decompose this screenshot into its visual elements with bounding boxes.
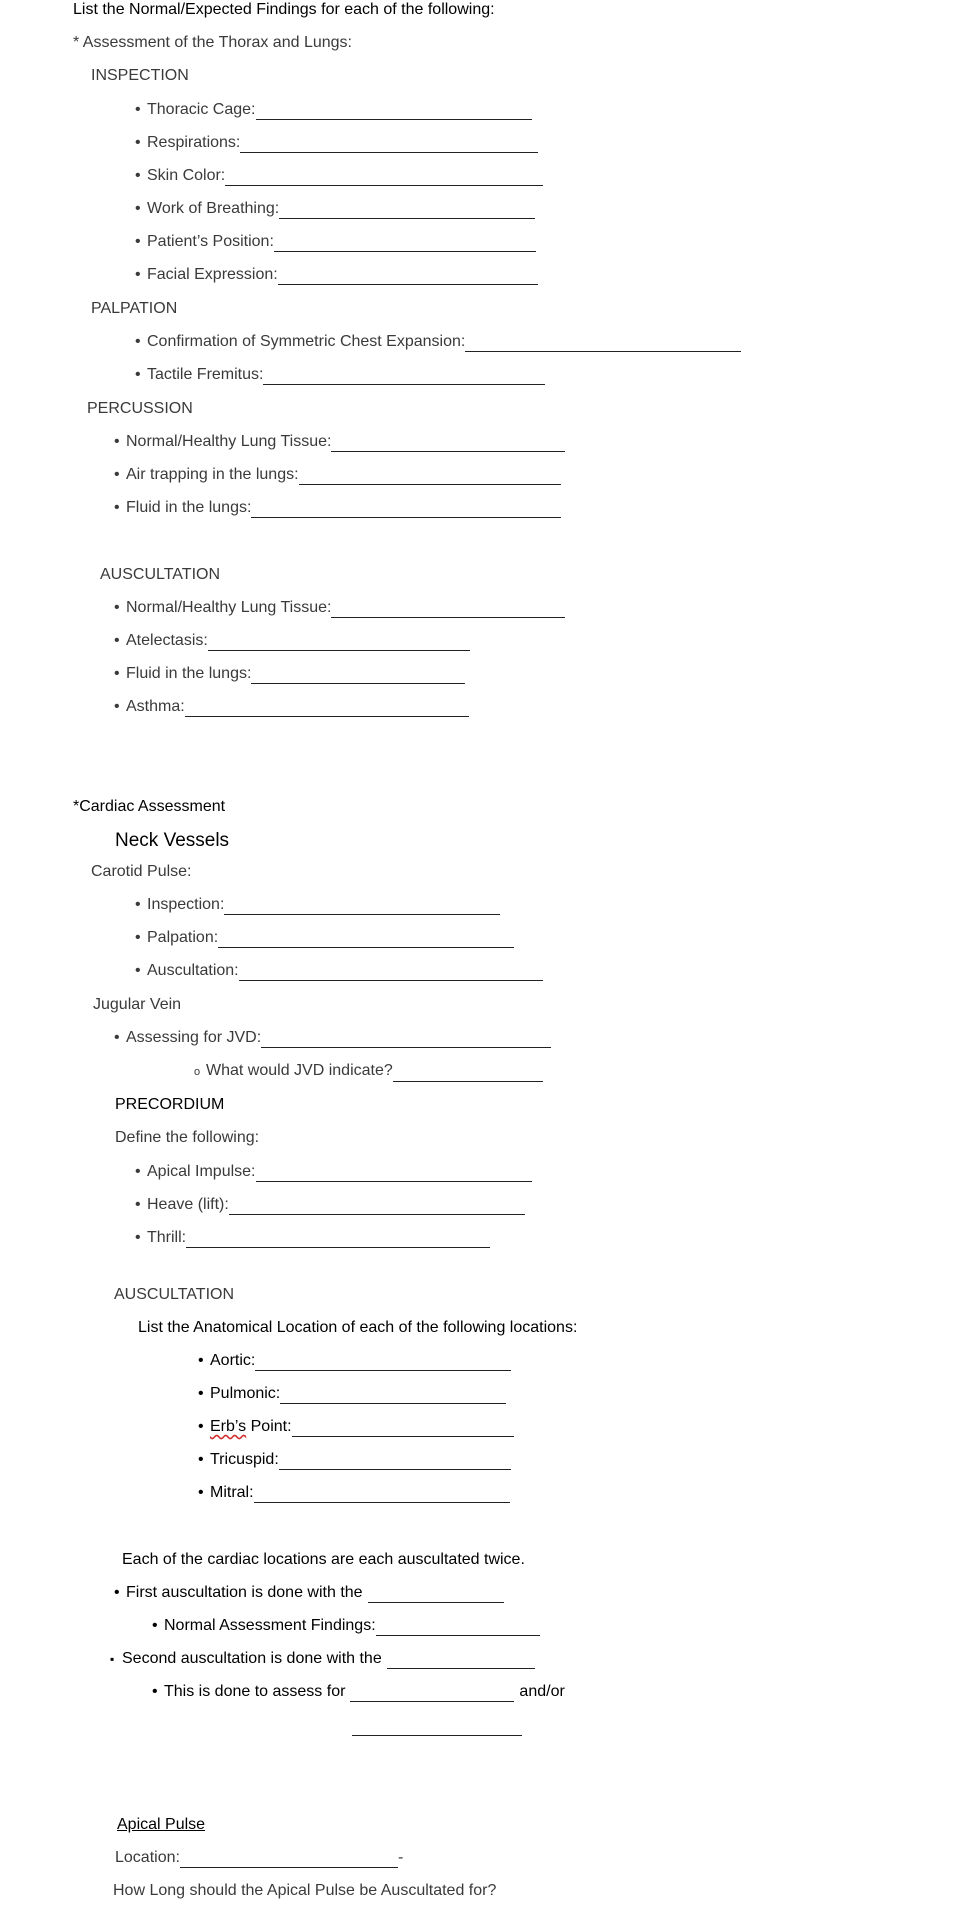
- answer-blank[interactable]: [292, 1422, 514, 1437]
- item-label: First auscultation is done with the: [126, 1584, 363, 1601]
- answer-blank[interactable]: [331, 603, 565, 618]
- list-item: • Patient’s Position:: [135, 232, 536, 252]
- list-item: • Facial Expression:: [135, 265, 538, 285]
- item-label: Tactile Fremitus:: [147, 366, 264, 383]
- list-item: • Aortic:: [198, 1351, 511, 1371]
- answer-blank[interactable]: [225, 171, 543, 186]
- answer-blank[interactable]: [251, 669, 465, 684]
- precordium-label: PRECORDIUM: [115, 1096, 225, 1113]
- percussion-label: PERCUSSION: [87, 400, 193, 417]
- item-label: Thrill:: [147, 1229, 187, 1246]
- item-label: Asthma:: [126, 698, 185, 715]
- list-item: • This is done to assess for and/or: [152, 1683, 565, 1700]
- item-label: Confirmation of Symmetric Chest Expansion:: [147, 333, 466, 350]
- page-title: List the Normal/Expected Findings for each of the following:: [73, 1, 495, 18]
- list-item: • Skin Color:: [135, 166, 543, 186]
- item-label: Normal/Healthy Lung Tissue:: [126, 433, 332, 450]
- item-label: Apical Impulse:: [147, 1163, 256, 1180]
- answer-blank[interactable]: [229, 1200, 525, 1215]
- list-item: • Mitral:: [198, 1483, 510, 1503]
- thorax-heading: * Assessment of the Thorax and Lungs:: [73, 34, 352, 51]
- answer-blank[interactable]: [299, 470, 561, 485]
- answer-blank[interactable]: [261, 1033, 551, 1048]
- cardiac-heading: *Cardiac Assessment: [73, 798, 226, 815]
- list-item: • Fluid in the lungs:: [114, 664, 465, 684]
- list-item: o What would JVD indicate?: [194, 1061, 543, 1082]
- list-item: • Thrill:: [135, 1228, 490, 1248]
- answer-blank[interactable]: [376, 1621, 540, 1636]
- lung-auscultation-label: AUSCULTATION: [100, 566, 221, 583]
- apical-title: Apical Pulse: [117, 1816, 206, 1833]
- item-label: Palpation:: [147, 929, 219, 946]
- list-item: • Confirmation of Symmetric Chest Expansion:: [135, 332, 741, 352]
- list-item: • Normal/Healthy Lung Tissue:: [114, 432, 565, 452]
- answer-blank[interactable]: [180, 1853, 398, 1868]
- item-label: Assessing for JVD:: [126, 1029, 262, 1046]
- apical-question: How Long should the Apical Pulse be Auscultated for?: [113, 1882, 497, 1899]
- item-label: Auscultation:: [147, 962, 239, 979]
- answer-blank[interactable]: [352, 1721, 522, 1736]
- list-item: • Respirations:: [135, 133, 538, 153]
- answer-blank[interactable]: [218, 933, 514, 948]
- item-label: Air trapping in the lungs:: [126, 466, 299, 483]
- answer-blank[interactable]: [465, 337, 741, 352]
- list-item: • Inspection:: [135, 895, 500, 915]
- answer-blank[interactable]: [387, 1654, 535, 1669]
- answer-blank[interactable]: [185, 702, 469, 717]
- list-item: • Apical Impulse:: [135, 1162, 532, 1182]
- list-item: • Erb’s Point:: [198, 1417, 514, 1437]
- list-item: • Normal/Healthy Lung Tissue:: [114, 598, 565, 618]
- answer-blank[interactable]: [279, 204, 535, 219]
- item-label: Tricuspid:: [210, 1451, 279, 1468]
- item-label: Skin Color:: [147, 167, 226, 184]
- list-item: • Asthma:: [114, 697, 469, 717]
- list-item: • Assessing for JVD:: [114, 1028, 551, 1048]
- list-item: [115, 1848, 403, 1868]
- answer-blank[interactable]: [331, 437, 565, 452]
- list-item: • Atelectasis:: [114, 631, 470, 651]
- item-label: Normal/Healthy Lung Tissue:: [126, 599, 332, 616]
- cardiac-auscultation-label: AUSCULTATION: [114, 1286, 235, 1303]
- item-label: Aortic:: [210, 1352, 256, 1369]
- inspection-label: INSPECTION: [91, 67, 189, 84]
- list-item: • Fluid in the lungs:: [114, 498, 561, 518]
- list-item: • Auscultation:: [135, 961, 543, 981]
- list-item: • First auscultation is done with the: [114, 1583, 504, 1603]
- item-label: This is done to assess for: [164, 1683, 346, 1700]
- list-item: • Tactile Fremitus:: [135, 365, 545, 385]
- answer-blank[interactable]: [251, 503, 561, 518]
- location-instruction: List the Anatomical Location of each of the following locations:: [138, 1319, 578, 1336]
- answer-blank[interactable]: [255, 1356, 511, 1371]
- list-item: • Thoracic Cage:: [135, 100, 532, 120]
- item-label: Inspection:: [147, 896, 225, 913]
- list-item: • Palpation:: [135, 928, 514, 948]
- answer-blank[interactable]: [350, 1687, 514, 1702]
- jugular-label: Jugular Vein: [93, 996, 182, 1013]
- answer-blank[interactable]: [368, 1588, 504, 1603]
- item-label: Normal Assessment Findings:: [164, 1617, 376, 1634]
- answer-blank[interactable]: [393, 1067, 543, 1082]
- item-label: Respirations:: [147, 134, 241, 151]
- answer-blank[interactable]: [280, 1389, 506, 1404]
- item-label: Fluid in the lungs:: [126, 665, 252, 682]
- answer-blank[interactable]: [274, 237, 536, 252]
- twice-intro: Each of the cardiac locations are each auscultated twice.: [122, 1551, 525, 1568]
- answer-blank[interactable]: [224, 900, 500, 915]
- answer-blank[interactable]: [279, 1455, 511, 1470]
- item-label: Heave (lift):: [147, 1196, 229, 1213]
- item-label: Work of Breathing:: [147, 200, 280, 217]
- list-item: • Pulmonic:: [198, 1384, 506, 1404]
- erb-word: Erb’s: [210, 1418, 247, 1435]
- define-label: Define the following:: [115, 1129, 260, 1146]
- answer-blank[interactable]: [263, 370, 545, 385]
- answer-blank[interactable]: [186, 1233, 490, 1248]
- item-label: Pulmonic:: [210, 1385, 281, 1402]
- answer-blank[interactable]: [256, 105, 532, 120]
- list-item: • Work of Breathing:: [135, 199, 535, 219]
- and-or-label: and/or: [519, 1683, 565, 1700]
- item-label: Second auscultation is done with the: [122, 1650, 382, 1667]
- list-item: ▪ Second auscultation is done with the: [110, 1649, 535, 1669]
- answer-blank[interactable]: [239, 966, 543, 981]
- palpation-label: PALPATION: [91, 300, 178, 317]
- neck-vessels-heading: Neck Vessels: [115, 830, 230, 851]
- item-label: Facial Expression:: [147, 266, 278, 283]
- answer-blank[interactable]: [256, 1167, 532, 1182]
- item-label: Mitral:: [210, 1484, 254, 1501]
- item-label: Fluid in the lungs:: [126, 499, 252, 516]
- item-label: Point:: [246, 1418, 292, 1435]
- answer-blank[interactable]: [208, 636, 470, 651]
- item-label: What would JVD indicate?: [206, 1062, 393, 1079]
- item-label: Thoracic Cage:: [147, 101, 256, 118]
- item-label: Patient’s Position:: [147, 233, 274, 250]
- answer-blank[interactable]: [278, 270, 538, 285]
- list-item: • Normal Assessment Findings:: [152, 1616, 540, 1636]
- answer-blank[interactable]: [240, 138, 538, 153]
- list-item: • Heave (lift):: [135, 1195, 525, 1215]
- answer-blank[interactable]: [254, 1488, 510, 1503]
- carotid-label: Carotid Pulse:: [91, 863, 192, 880]
- list-item: • Air trapping in the lungs:: [114, 465, 561, 485]
- extra-line: [352, 1716, 522, 1736]
- item-label: Atelectasis:: [126, 632, 208, 649]
- item-label: Location:: [115, 1849, 180, 1866]
- dash: -: [397, 1849, 404, 1866]
- list-item: • Tricuspid:: [198, 1450, 511, 1470]
